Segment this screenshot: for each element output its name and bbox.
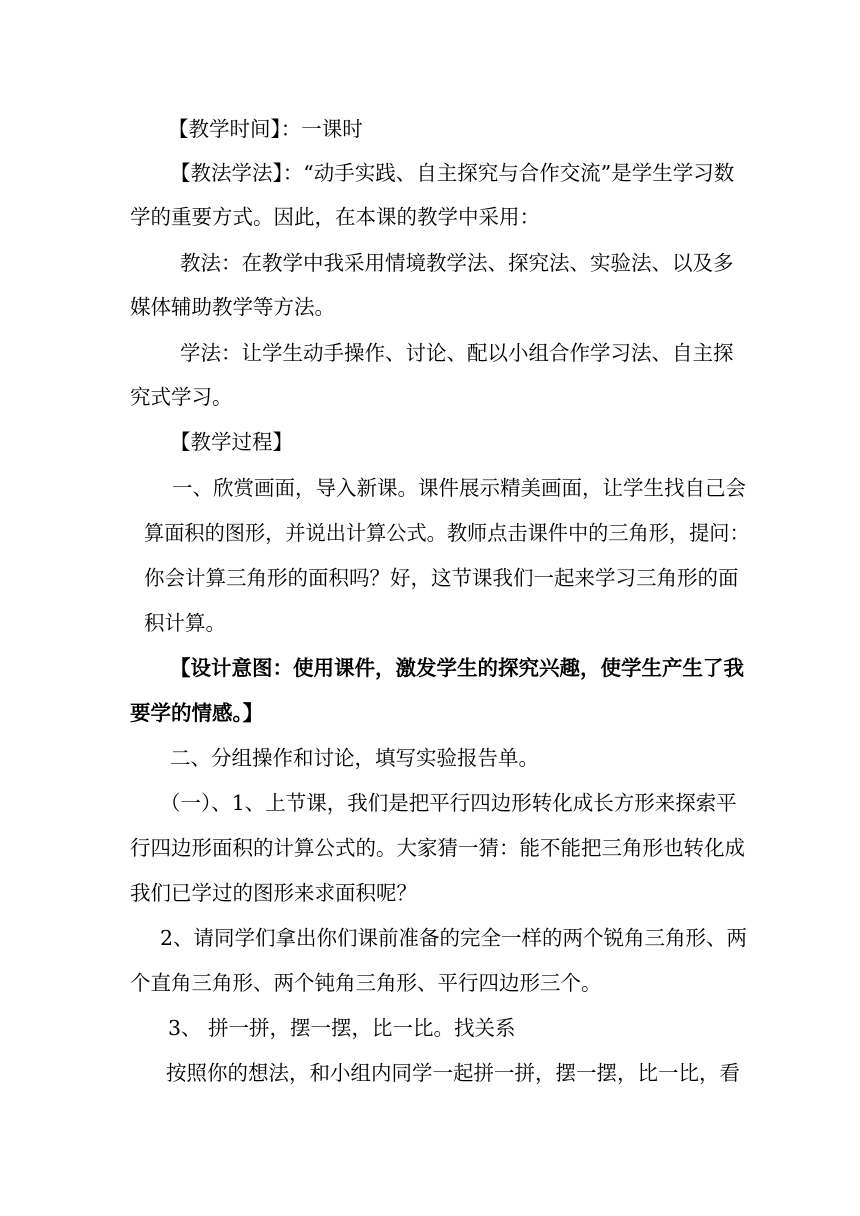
text-line: 积计算。 xyxy=(144,611,226,635)
design-intent-line: 要学的情感。】 xyxy=(130,701,264,725)
text-line: 你会计算三角形的面积吗？好，这节课我们一起来学习三角形的面 xyxy=(144,566,739,590)
text-line: 行四边形面积的计算公式的。大家猜一猜：能不能把三角形也转化成 xyxy=(130,836,745,860)
text-line: 学的重要方式。因此，在本课的教学中采用： xyxy=(130,205,540,229)
text-line: 按照你的想法，和小组内同学一起拼一拼，摆一摆，比一比，看 xyxy=(166,1061,740,1085)
text-line: 教法：在教学中我采用情境教学法、探究法、实验法、以及多 xyxy=(180,251,734,275)
text-line: 我们已学过的图形来求面积呢？ xyxy=(130,881,417,905)
text-line: 2、请同学们拿出你们课前准备的完全一样的两个锐角三角形、两 xyxy=(160,926,748,950)
design-intent-line: 【设计意图：使用课件，激发学生的探究兴趣，使学生产生了我 xyxy=(170,656,744,680)
text-line: 二、分组操作和讨论，填写实验报告单。 xyxy=(170,746,539,770)
text-line: 3、 拼一拼，摆一摆，比一比。找关系 xyxy=(168,1016,516,1040)
text-line: 一、欣赏画面，导入新课。课件展示精美画面，让学生找自己会 xyxy=(172,476,746,500)
text-line: 【教学时间】：一课时 xyxy=(168,117,363,141)
text-line: 学法：让学生动手操作、讨论、配以小组合作学习法、自主探 xyxy=(180,341,734,365)
text-line: 【教法学法】：“动手实践、自主探究与合作交流”是学生学习数 xyxy=(170,161,735,185)
text-line: 个直角三角形、两个钝角三角形、平行四边形三个。 xyxy=(130,971,602,995)
text-line: 究式学习。 xyxy=(130,385,233,409)
text-line: （一）、1、上节课，我们是把平行四边形转化成长方形来探索平 xyxy=(160,791,737,815)
text-line: 【教学过程】 xyxy=(170,430,293,454)
text-line: 媒体辅助教学等方法。 xyxy=(130,295,335,319)
text-line: 算面积的图形，并说出计算公式。教师点击课件中的三角形，提问： xyxy=(144,521,750,545)
